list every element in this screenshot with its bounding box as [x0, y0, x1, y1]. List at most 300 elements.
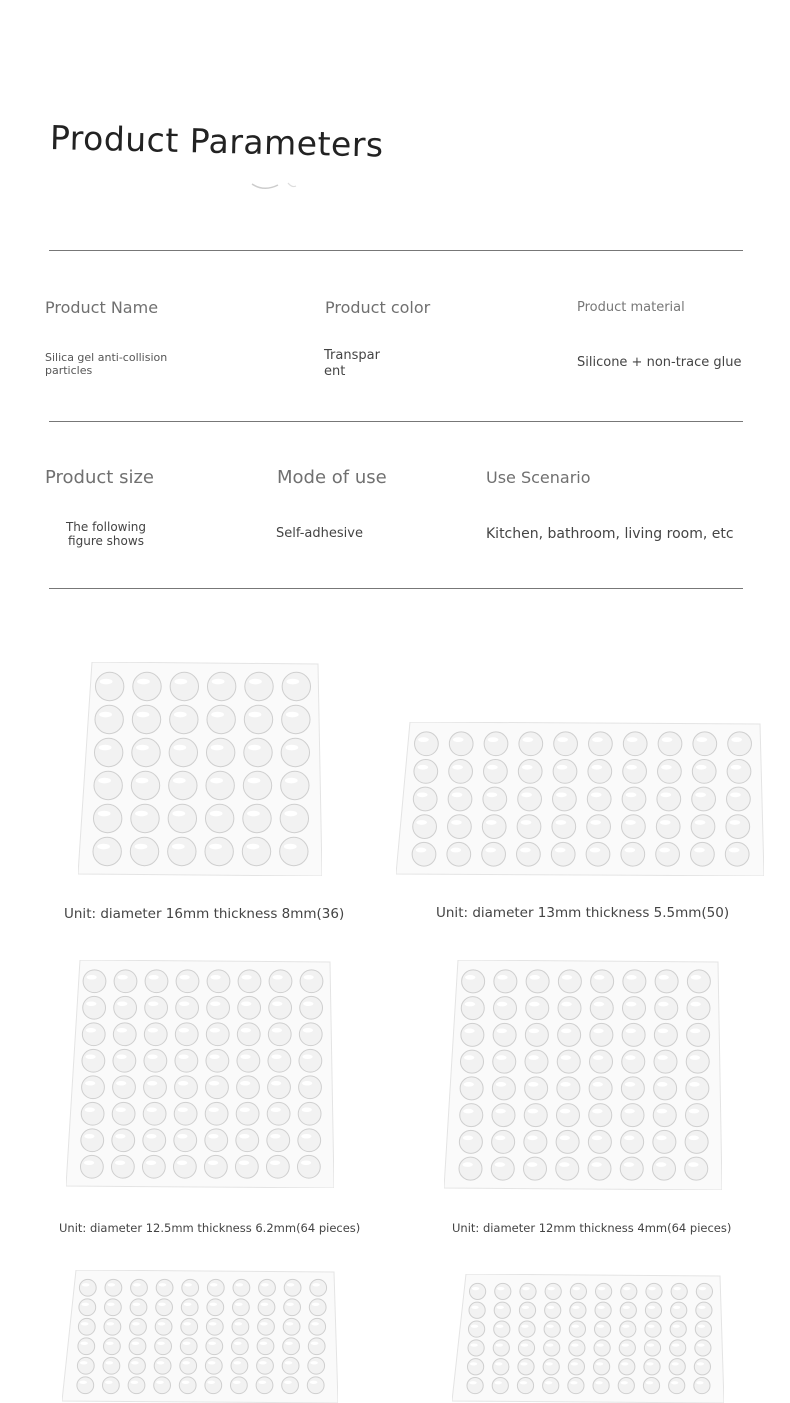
- bumper-dot: [235, 1155, 258, 1178]
- bumper-dot: [155, 1318, 172, 1335]
- bumper-dot: [493, 1340, 509, 1356]
- bumper-highlight: [182, 1381, 190, 1384]
- bumper-dot: [280, 837, 308, 865]
- bumper-highlight: [486, 792, 497, 797]
- bumper-highlight: [84, 1160, 94, 1165]
- bumper-highlight: [625, 820, 636, 825]
- bumper-dot: [206, 1049, 229, 1072]
- bumper-highlight: [697, 1343, 704, 1346]
- bumper-dot: [526, 970, 549, 993]
- bumper-highlight: [286, 712, 299, 718]
- bumper-highlight: [212, 679, 225, 685]
- bumper-dot: [645, 1321, 661, 1337]
- bumper-highlight: [463, 1109, 473, 1114]
- bumper-dot: [656, 842, 680, 866]
- bumper-highlight: [234, 1342, 242, 1345]
- bumper-dot: [173, 1155, 196, 1178]
- bumper-dot: [309, 1318, 326, 1335]
- bumper-highlight: [285, 1342, 293, 1345]
- bumper-dot: [244, 705, 272, 733]
- bumper-highlight: [173, 745, 186, 751]
- bumper-highlight: [556, 792, 567, 797]
- bumper-dot: [82, 1023, 105, 1046]
- bumper-highlight: [233, 1381, 241, 1384]
- bumper-highlight: [115, 1160, 125, 1165]
- bumper-dot: [590, 997, 613, 1020]
- page-title: Product Parameters: [49, 118, 385, 165]
- bumper-dot: [133, 672, 161, 700]
- bumper-highlight: [146, 1134, 156, 1139]
- bumper-dot: [691, 815, 715, 839]
- bumper-dot: [114, 970, 137, 993]
- bumper-dot: [492, 1130, 515, 1153]
- bumper-highlight: [115, 1134, 125, 1139]
- bumper-dot: [460, 1077, 483, 1100]
- bumper-dot: [622, 1050, 645, 1073]
- bumper-highlight: [625, 1055, 635, 1060]
- sheet-backing: [444, 960, 722, 1190]
- bumper-dot: [696, 1283, 712, 1299]
- bumper-highlight: [117, 1001, 127, 1006]
- bumper-dot: [654, 1023, 677, 1046]
- bumper-dot: [570, 1283, 586, 1299]
- bumper-highlight: [132, 1322, 140, 1325]
- bumper-highlight: [116, 1107, 126, 1112]
- bumper-highlight: [301, 1160, 311, 1165]
- bumper-highlight: [555, 820, 566, 825]
- bumper-highlight: [626, 1029, 636, 1034]
- bumper-dot: [545, 1283, 561, 1299]
- bumper-highlight: [273, 975, 283, 980]
- bumper-dot: [462, 970, 485, 993]
- bumper-dot: [206, 1023, 229, 1046]
- bumper-dot: [619, 1340, 635, 1356]
- bumper-dot: [82, 1049, 105, 1072]
- bumper-dot: [79, 1299, 96, 1316]
- divider-bottom: [49, 588, 743, 589]
- bumper-dot: [205, 1357, 222, 1374]
- bumper-highlight: [572, 1306, 579, 1309]
- bumper-highlight: [106, 1342, 114, 1345]
- bumper-highlight: [657, 1109, 667, 1114]
- bumper-highlight: [547, 1306, 554, 1309]
- bumper-highlight: [572, 1325, 579, 1328]
- bumper-dot: [692, 760, 716, 784]
- bumper-dot: [145, 996, 168, 1019]
- bumper-highlight: [626, 765, 637, 770]
- bumper-highlight: [547, 1325, 554, 1328]
- bumper-highlight: [546, 1362, 553, 1365]
- bumper-highlight: [658, 1029, 668, 1034]
- bumper-highlight: [116, 1081, 126, 1086]
- bumper-dot: [132, 738, 160, 766]
- bumper-highlight: [528, 1109, 538, 1114]
- bumper-highlight: [497, 1002, 507, 1007]
- bumper-dot: [524, 1104, 547, 1127]
- bumper-highlight: [659, 848, 670, 853]
- bumper-highlight: [594, 975, 604, 980]
- bumper-dot: [242, 837, 270, 865]
- bumper-highlight: [81, 1322, 89, 1325]
- bumper-dot: [518, 1340, 534, 1356]
- bumper-dot: [256, 1377, 273, 1394]
- bumper-dot: [727, 787, 751, 811]
- bumper-dot: [492, 1077, 515, 1100]
- bumper-highlight: [210, 1001, 220, 1006]
- bumper-highlight: [284, 844, 297, 850]
- bumper-highlight: [495, 1162, 505, 1167]
- bumper-dot: [128, 1377, 145, 1394]
- bumper-dot: [79, 1279, 96, 1296]
- bumper-dot: [449, 760, 473, 784]
- bumper-highlight: [208, 1160, 218, 1165]
- bumper-dot: [282, 672, 310, 700]
- bumper-highlight: [80, 1361, 88, 1364]
- bumper-highlight: [624, 1136, 634, 1141]
- product-image-bottom-left: [62, 1270, 338, 1403]
- bumper-dot: [523, 1157, 546, 1180]
- bumper-dot: [654, 1077, 677, 1100]
- bumper-highlight: [559, 1162, 569, 1167]
- bumper-highlight: [148, 1028, 158, 1033]
- bumper-dot: [658, 732, 682, 756]
- bumper-highlight: [177, 1134, 187, 1139]
- bumper-highlight: [545, 1381, 552, 1384]
- bumper-dot: [669, 1377, 685, 1393]
- bumper-dot: [519, 1302, 535, 1318]
- bumper-dot: [298, 1129, 321, 1152]
- bumper-dot: [299, 1023, 322, 1046]
- bumper-dot: [233, 1299, 250, 1316]
- bumper-dot: [646, 1283, 662, 1299]
- bumper-highlight: [97, 844, 110, 850]
- bumper-highlight: [235, 1322, 243, 1325]
- param-label-product-name: Product Name: [45, 298, 159, 317]
- bumper-dot: [670, 1340, 686, 1356]
- bumper-dot: [727, 760, 751, 784]
- bumper-highlight: [698, 1325, 705, 1328]
- bumper-dot: [544, 1340, 560, 1356]
- bumper-dot: [519, 732, 543, 756]
- bumper-highlight: [284, 811, 297, 817]
- bumper-highlight: [596, 1343, 603, 1346]
- bumper-dot: [206, 738, 234, 766]
- bumper-dot: [174, 1129, 197, 1152]
- bumper-dot: [415, 732, 439, 756]
- bumper-highlight: [695, 820, 706, 825]
- bumper-highlight: [312, 1283, 320, 1286]
- bumper-highlight: [591, 1162, 601, 1167]
- bumper-dot: [182, 1279, 199, 1296]
- bumper-highlight: [249, 712, 262, 718]
- bumper-highlight: [548, 1287, 555, 1290]
- bumper-highlight: [135, 844, 148, 850]
- bumper-dot: [558, 997, 581, 1020]
- bumper-dot: [205, 837, 233, 865]
- bumper-highlight: [311, 1322, 319, 1325]
- bumper-dot: [93, 804, 121, 832]
- bumper-highlight: [174, 712, 187, 718]
- bumper-dot: [543, 1359, 559, 1375]
- bumper-dot: [623, 760, 647, 784]
- bumper-dot: [671, 1283, 687, 1299]
- bumper-highlight: [557, 737, 568, 742]
- bumper-highlight: [84, 1134, 94, 1139]
- bumper-dot: [468, 1359, 484, 1375]
- bumper-dot: [308, 1338, 325, 1355]
- bumper-highlight: [622, 1325, 629, 1328]
- bumper-dot: [595, 1302, 611, 1318]
- bumper-highlight: [312, 1303, 320, 1306]
- bumper-dot: [589, 1077, 612, 1100]
- bumper-highlight: [133, 1283, 141, 1286]
- bumper-highlight: [248, 778, 261, 784]
- bumper-highlight: [183, 1342, 191, 1345]
- bumper-dot: [205, 1377, 222, 1394]
- divider-middle: [49, 421, 743, 422]
- bumper-dot: [518, 760, 542, 784]
- bumper-dot: [174, 1102, 197, 1125]
- bumper-highlight: [239, 1160, 249, 1165]
- bumper-dot: [82, 1076, 105, 1099]
- bumper-dot: [103, 1377, 120, 1394]
- bumper-dot: [670, 1321, 686, 1337]
- bumper-dot: [207, 970, 230, 993]
- bumper-highlight: [673, 1325, 680, 1328]
- bumper-dot: [552, 815, 576, 839]
- bumper-highlight: [527, 1162, 537, 1167]
- bumper-dot: [645, 1302, 661, 1318]
- bumper-dot: [143, 1129, 166, 1152]
- bumper-highlight: [689, 1082, 699, 1087]
- bumper-highlight: [561, 1055, 571, 1060]
- bumper-highlight: [730, 792, 741, 797]
- bumper-dot: [696, 1302, 712, 1318]
- bumper-highlight: [561, 1002, 571, 1007]
- bumper-dot: [622, 997, 645, 1020]
- bumper-highlight: [520, 848, 531, 853]
- bumper-dot: [482, 815, 506, 839]
- bumper-dot: [671, 1302, 687, 1318]
- bumper-dot: [181, 1299, 198, 1316]
- bumper-dot: [653, 1104, 676, 1127]
- bumper-highlight: [209, 1303, 217, 1306]
- bumper-highlight: [99, 745, 112, 751]
- bumper-dot: [300, 970, 323, 993]
- bumper-highlight: [85, 1054, 95, 1059]
- bumper-highlight: [571, 1362, 578, 1365]
- bumper-dot: [231, 1357, 248, 1374]
- bumper-highlight: [178, 1054, 188, 1059]
- bumper-highlight: [209, 1081, 219, 1086]
- bumper-highlight: [302, 1054, 312, 1059]
- bumper-dot: [655, 997, 678, 1020]
- bumper-highlight: [624, 848, 635, 853]
- bumper-highlight: [520, 1362, 527, 1365]
- bumper-highlight: [209, 844, 222, 850]
- bumper-dot: [654, 1050, 677, 1073]
- bumper-highlight: [662, 737, 673, 742]
- bumper-highlight: [529, 1029, 539, 1034]
- bumper-highlight: [209, 1107, 219, 1112]
- bumper-highlight: [597, 1325, 604, 1328]
- bumper-highlight: [527, 1136, 537, 1141]
- bumper-highlight: [271, 1107, 281, 1112]
- bumper-dot: [595, 1321, 611, 1337]
- bumper-dot: [491, 1157, 514, 1180]
- bumper-dot: [309, 1299, 326, 1316]
- bumper-highlight: [116, 1054, 126, 1059]
- bumper-dot: [284, 1279, 301, 1296]
- bumper-dot: [492, 1104, 515, 1127]
- bumper-dot: [693, 732, 717, 756]
- bumper-highlight: [522, 737, 533, 742]
- bumper-dot: [299, 1049, 322, 1072]
- bumper-dot: [175, 1049, 198, 1072]
- bumper-highlight: [182, 1361, 190, 1364]
- bumper-highlight: [661, 765, 672, 770]
- bumper-highlight: [177, 1160, 187, 1165]
- bumper-dot: [695, 1340, 711, 1356]
- bumper-highlight: [626, 1002, 636, 1007]
- bumper-highlight: [497, 1306, 504, 1309]
- bumper-highlight: [105, 1381, 113, 1384]
- bumper-highlight: [416, 820, 427, 825]
- bumper-highlight: [573, 1287, 580, 1290]
- bumper-highlight: [107, 1303, 115, 1306]
- bumper-highlight: [303, 1001, 313, 1006]
- bumper-highlight: [522, 765, 533, 770]
- bumper-highlight: [241, 1001, 251, 1006]
- bumper-highlight: [591, 792, 602, 797]
- bumper-highlight: [240, 1081, 250, 1086]
- bumper-highlight: [596, 1362, 603, 1365]
- bumper-highlight: [158, 1322, 166, 1325]
- bumper-highlight: [521, 1343, 528, 1346]
- bumper-dot: [412, 842, 436, 866]
- bumper-dot: [205, 804, 233, 832]
- bumper-highlight: [450, 848, 461, 853]
- bumper-dot: [448, 787, 472, 811]
- bumper-highlight: [656, 1136, 666, 1141]
- bumper-highlight: [184, 1283, 192, 1286]
- bumper-highlight: [260, 1342, 268, 1345]
- bumper-dot: [207, 672, 235, 700]
- bumper-dot: [447, 842, 471, 866]
- bumper-dot: [586, 842, 610, 866]
- bumper-highlight: [183, 1322, 191, 1325]
- bumper-highlight: [659, 975, 669, 980]
- bumper-dot: [558, 1023, 581, 1046]
- bumper-highlight: [149, 975, 159, 980]
- bumper-highlight: [208, 1134, 218, 1139]
- bumper-dot: [237, 1049, 260, 1072]
- bumper-highlight: [521, 1325, 528, 1328]
- bumper-highlight: [98, 778, 111, 784]
- bumper-highlight: [240, 1107, 250, 1112]
- bumper-highlight: [520, 1381, 527, 1384]
- bumper-dot: [728, 732, 752, 756]
- bumper-dot: [461, 1023, 484, 1046]
- bumper-dot: [238, 996, 261, 1019]
- bumper-highlight: [648, 1287, 655, 1290]
- bumper-dot: [282, 705, 310, 733]
- bumper-dot: [587, 815, 611, 839]
- bumper-highlight: [311, 1342, 319, 1345]
- bumper-highlight: [463, 1136, 473, 1141]
- bumper-highlight: [301, 1134, 311, 1139]
- bumper-dot: [258, 1299, 275, 1316]
- bumper-dot: [494, 970, 517, 993]
- bumper-highlight: [286, 1303, 294, 1306]
- bumper-highlight: [590, 820, 601, 825]
- param-value-use-scenario: Kitchen, bathroom, living room, etc: [486, 526, 734, 542]
- bumper-dot: [692, 787, 716, 811]
- bumper-highlight: [522, 1306, 529, 1309]
- bumper-highlight: [240, 1054, 250, 1059]
- bumper-dot: [558, 970, 581, 993]
- bumper-highlight: [147, 1107, 157, 1112]
- bumper-highlight: [593, 1055, 603, 1060]
- bumper-highlight: [132, 1342, 140, 1345]
- bumper-dot: [482, 842, 506, 866]
- bumper-dot: [259, 1279, 276, 1296]
- bumper-highlight: [522, 1287, 529, 1290]
- bumper-highlight: [471, 1306, 478, 1309]
- bumper-dot: [621, 1077, 644, 1100]
- bumper-dot: [467, 1377, 483, 1393]
- bumper-highlight: [472, 1287, 479, 1290]
- product-image-16mm: [78, 662, 322, 876]
- bumper-dot: [460, 1050, 483, 1073]
- bumper-highlight: [106, 1361, 114, 1364]
- bumper-dot: [170, 672, 198, 700]
- bumper-highlight: [622, 1343, 629, 1346]
- bumper-highlight: [207, 1381, 215, 1384]
- bumper-highlight: [172, 811, 185, 817]
- bumper-highlight: [302, 1081, 312, 1086]
- bumper-dot: [569, 1340, 585, 1356]
- param-value-mode-of-use: Self-adhesive: [276, 526, 363, 541]
- bumper-dot: [570, 1302, 586, 1318]
- bumper-highlight: [699, 1287, 706, 1290]
- bumper-highlight: [598, 1287, 605, 1290]
- bumper-dot: [257, 1338, 274, 1355]
- bumper-dot: [525, 1023, 548, 1046]
- bumper-dot: [282, 1357, 299, 1374]
- bumper-dot: [130, 1318, 147, 1335]
- bumper-highlight: [158, 1303, 166, 1306]
- bumper-highlight: [249, 679, 262, 685]
- bumper-dot: [519, 1321, 535, 1337]
- bumper-highlight: [697, 1362, 704, 1365]
- bumper-highlight: [530, 975, 540, 980]
- bumper-dot: [518, 1359, 534, 1375]
- bumper-highlight: [135, 811, 148, 817]
- bumper-highlight: [648, 1306, 655, 1309]
- bumper-dot: [622, 1023, 645, 1046]
- bumper-dot: [143, 1102, 166, 1125]
- bumper-highlight: [270, 1160, 280, 1165]
- bumper-highlight: [621, 1381, 628, 1384]
- bumper-highlight: [660, 820, 671, 825]
- bumper-highlight: [310, 1361, 318, 1364]
- bumper-highlight: [690, 1002, 700, 1007]
- bumper-dot: [169, 771, 197, 799]
- bumper-highlight: [108, 1283, 116, 1286]
- bumper-dot: [460, 1104, 483, 1127]
- bumper-highlight: [302, 1107, 312, 1112]
